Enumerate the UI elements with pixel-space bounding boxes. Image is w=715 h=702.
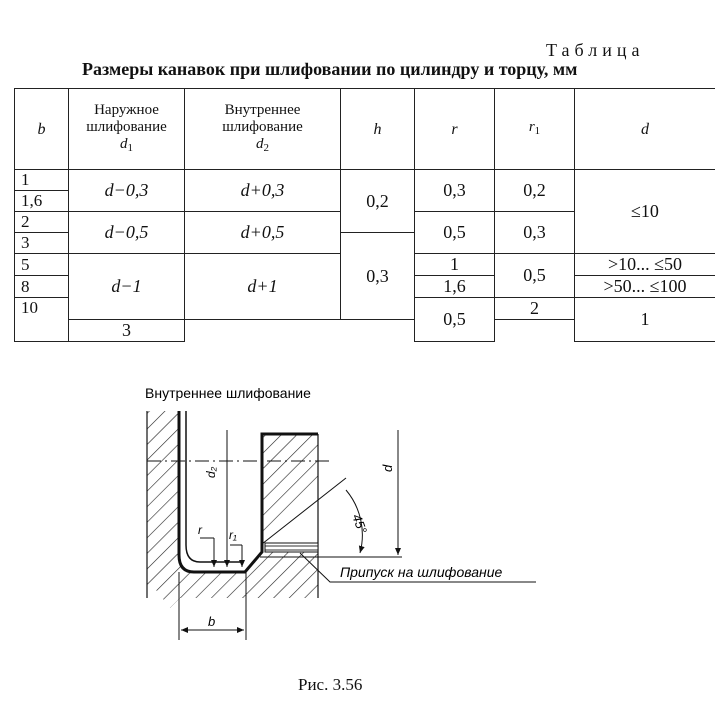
- header-outer-grinding: [69, 89, 185, 170]
- header-d: d: [575, 89, 715, 170]
- table-title: Размеры канавок при шлифовании по цилиндру и торцу, мм: [82, 59, 578, 79]
- table-row: [15, 170, 715, 191]
- cell-r: 1,6: [415, 276, 495, 298]
- allowance-label: Припуск на шлифование: [340, 564, 503, 580]
- cell-d: >10... ≤50: [575, 254, 715, 276]
- cell-d1: d−0,5: [69, 212, 185, 254]
- dimensions-table: [14, 88, 715, 342]
- cell-b: 1: [15, 170, 69, 191]
- allowance-band: [265, 543, 318, 552]
- cell-h: 0,5: [415, 298, 495, 342]
- cell-b: 1,6: [15, 191, 69, 212]
- header-b: b: [15, 89, 69, 170]
- cell-h: 0,2: [341, 170, 415, 233]
- d-label: d: [380, 464, 395, 472]
- cell-d1: d−0,3: [69, 170, 185, 212]
- groove-drawing: [0, 370, 715, 665]
- cell-d2: d+0,3: [185, 170, 341, 212]
- header-inner-symbol: d: [256, 135, 264, 152]
- table-label: Таблица: [546, 40, 645, 60]
- header-inner-grinding: [185, 89, 341, 170]
- figure-caption: Рис. 3.56: [298, 675, 363, 694]
- table-header-row: [15, 89, 715, 170]
- cell-r1: 1: [575, 298, 715, 342]
- angle-label: 45°: [349, 511, 371, 536]
- header-r1: [495, 89, 575, 170]
- header-outer-subscript: 1: [127, 141, 133, 154]
- cell-r: 1: [415, 254, 495, 276]
- cell-b: 3: [15, 233, 69, 254]
- d2-label: d₂: [204, 466, 218, 478]
- cell-r1: 0,3: [495, 212, 575, 254]
- cell-r: 0,3: [415, 170, 495, 212]
- r1-label: r₁: [229, 528, 237, 542]
- figure-title: Внутреннее шлифование: [145, 385, 311, 401]
- cell-r: 2: [495, 298, 575, 320]
- header-r1-subscript: 1: [534, 124, 541, 137]
- r-label: r: [198, 523, 202, 537]
- cell-b: 10: [15, 298, 69, 342]
- header-inner-subscript: 2: [263, 141, 269, 154]
- cell-d: ≤10: [575, 170, 715, 254]
- header-r: r: [415, 89, 495, 170]
- header-inner-line1: Внутреннее: [224, 101, 301, 118]
- cell-d1: d−1: [69, 254, 185, 320]
- cell-r1: 0,2: [495, 170, 575, 212]
- header-outer-symbol: d: [120, 135, 128, 152]
- cell-b: 8: [15, 276, 69, 298]
- cell-r: 3: [69, 320, 185, 342]
- header-inner-line2: шлифование: [222, 118, 303, 135]
- header-outer-line1: Наружное: [94, 101, 159, 118]
- cell-b: 2: [15, 212, 69, 233]
- cell-b: 5: [15, 254, 69, 276]
- cell-r1: 0,5: [495, 254, 575, 298]
- header-h: h: [341, 89, 415, 170]
- cell-d2: d+0,5: [185, 212, 341, 254]
- cell-r: 0,5: [415, 212, 495, 254]
- b-label: b: [208, 614, 216, 629]
- cell-h: 0,3: [341, 233, 415, 320]
- cell-d: >50... ≤100: [575, 276, 715, 298]
- header-r1-symbol: r: [528, 118, 535, 135]
- header-outer-line2: шлифование: [86, 118, 167, 135]
- cell-d2: d+1: [185, 254, 341, 320]
